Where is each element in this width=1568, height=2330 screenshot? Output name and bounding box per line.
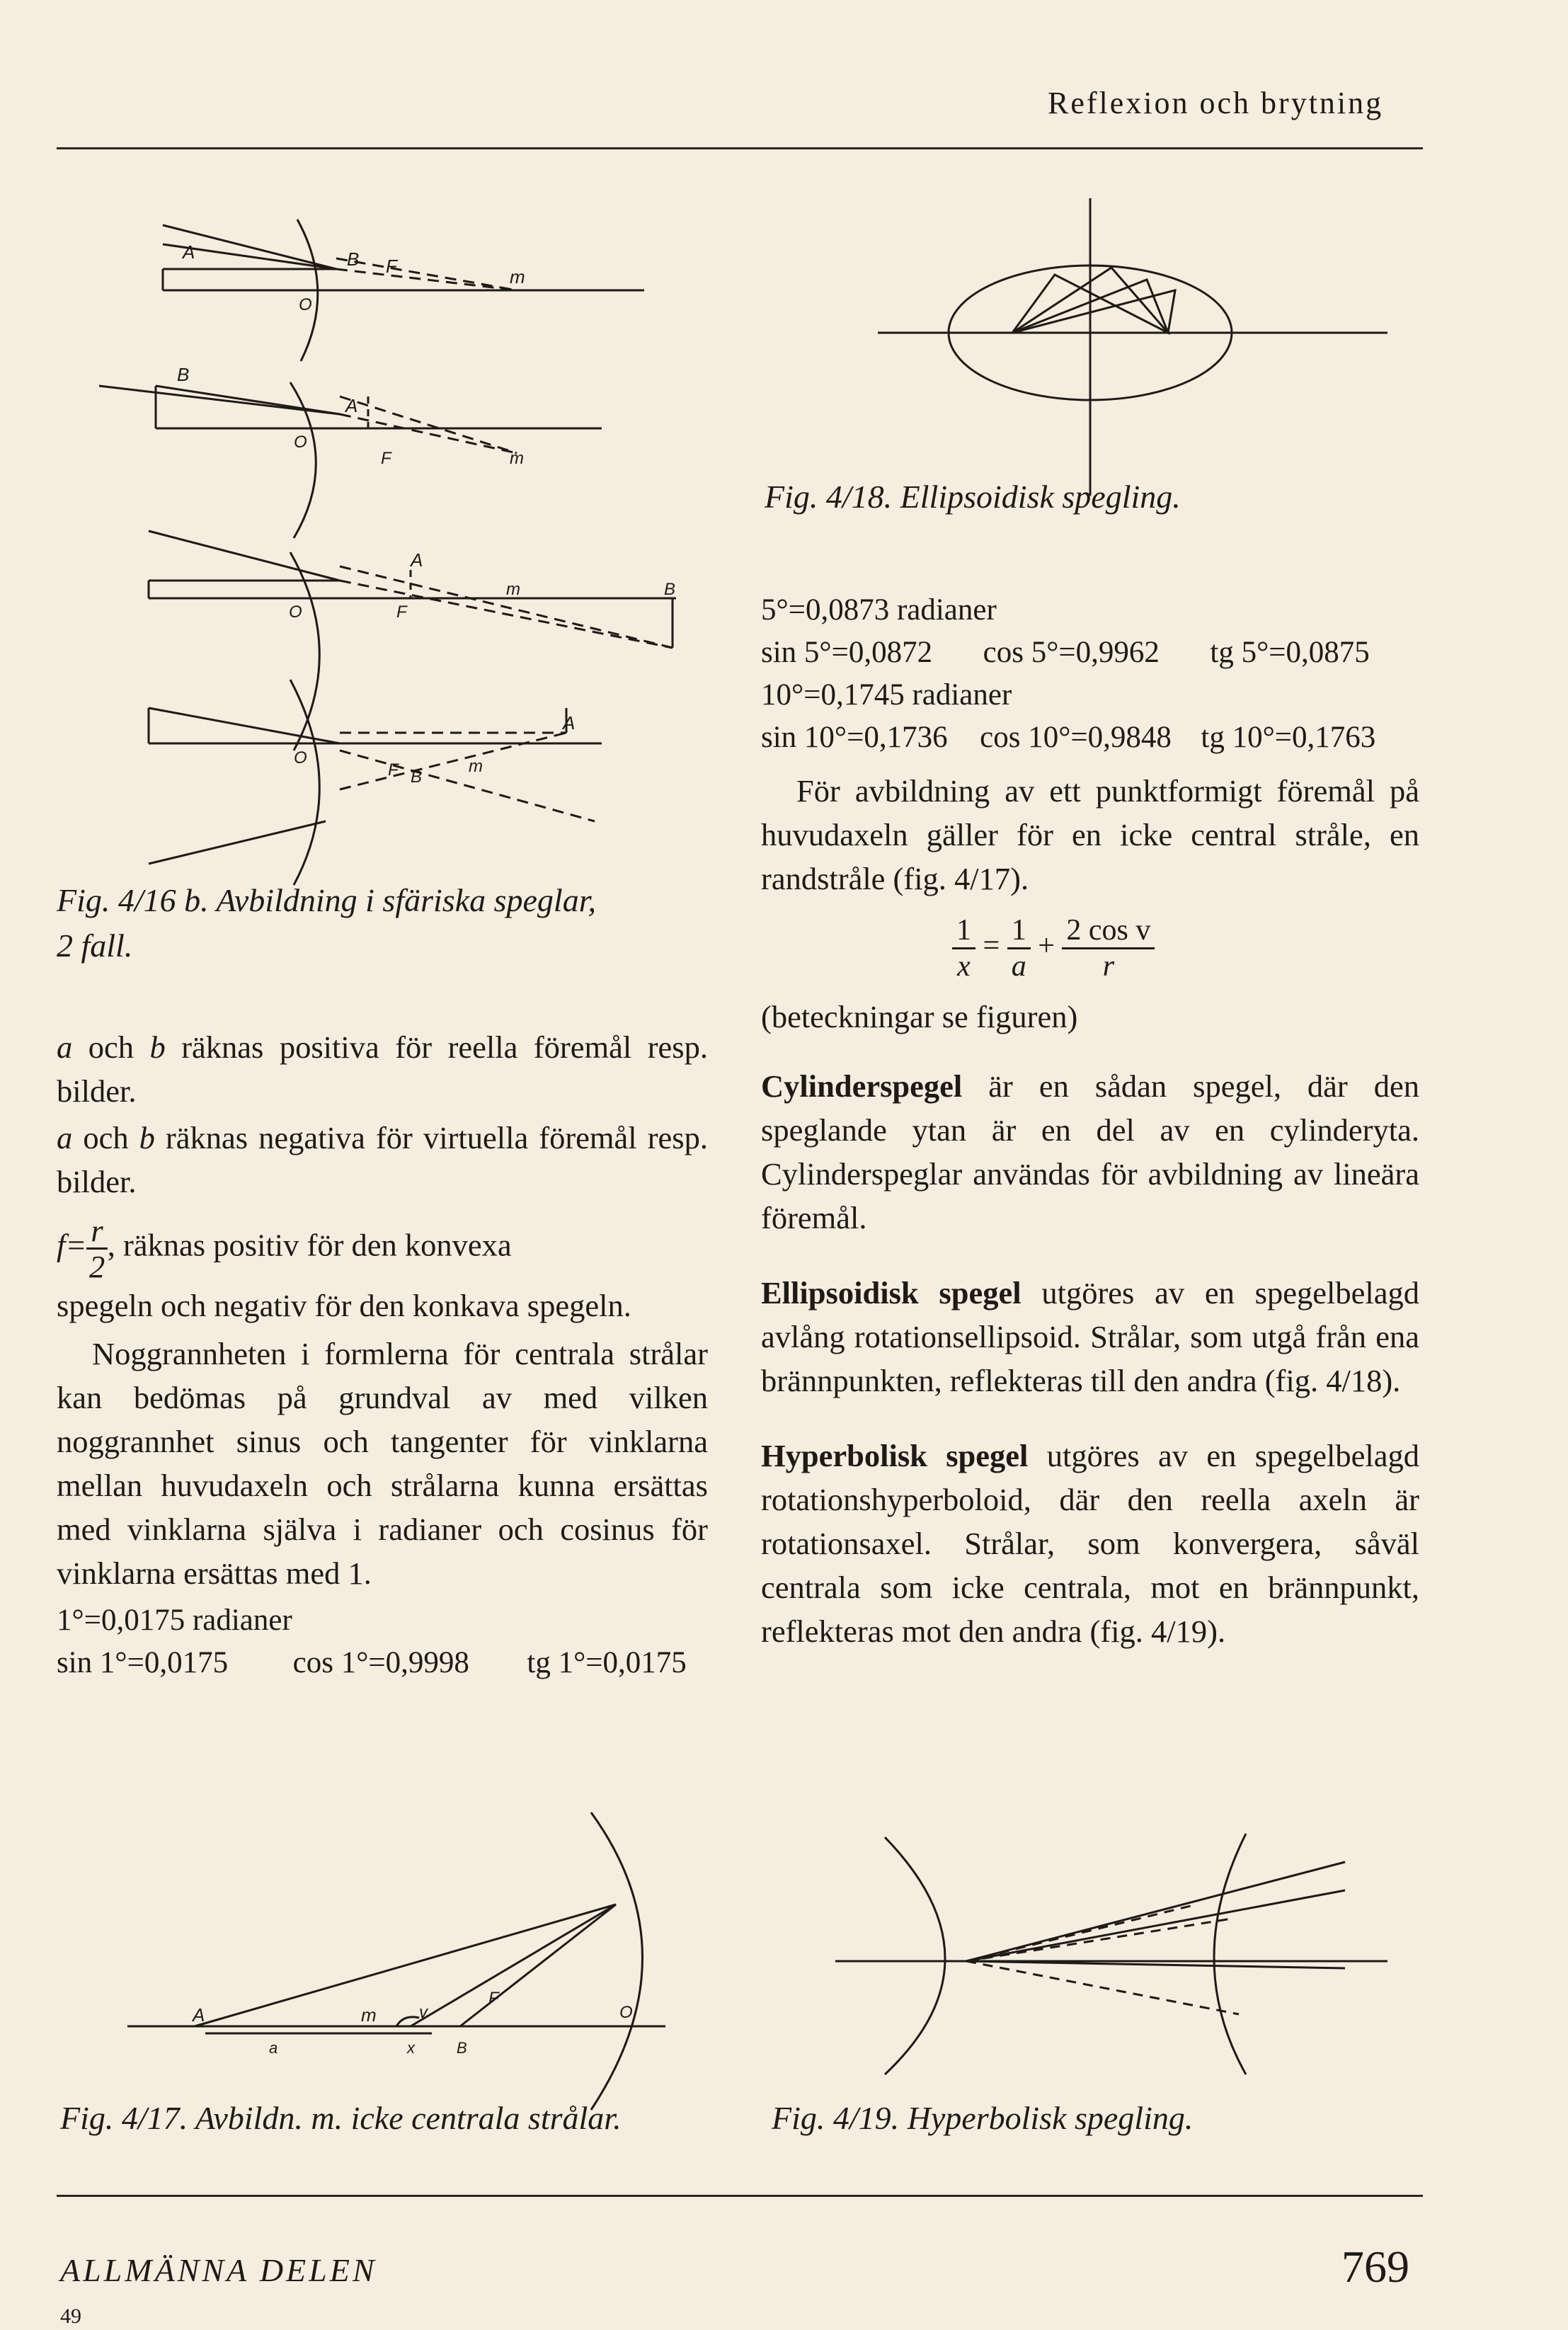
label-A-4: A [563,712,576,733]
para-ellipsoid: Ellipsoidisk spegel utgöres av en spegelbelagd avlång rotationsellipsoid. Strålar, som utgå från ena brännpunkten, reflekteras till den andra (fig. 4/18). [761,1275,1419,1398]
para-negative: a och b räknas negativa för virtuella föremål resp. bilder. [57,1120,708,1199]
fig-4-16b-caption [57,878,722,969]
label-O: O [619,2003,633,2022]
fig-4-17-diagram [127,1812,665,2110]
para-positive: a och b räknas positiva för reella föremål resp. bilder. [57,1029,708,1109]
fig-4-16b-caption-line1: Fig. 4/16 b. Avbildning i sfäriska speglar, [57,882,597,918]
rad-10-trig: sin 10°=0,1736 cos 10°=0,9848 tg 10°=0,1763 [761,721,1376,754]
label-F-4: F [388,760,399,779]
label-F-3: F [396,603,407,622]
label-B-2: B [177,364,190,385]
fig-4-17-caption: Fig. 4/17. Avbildn. m. icke centrala strålar. [60,2100,622,2136]
fig-4-18-diagram [878,198,1387,496]
para-hyperbolic: Hyperbolisk spegel utgöres av en spegelbelagd rotationshyperboloid, där den reella axeln är rotationsaxel. Strålar, som konvergera, såväl centrala som icke centrala, mot en brännpunkt, reflekteras mot den andra (fig. 4/19). [761,1438,1420,1649]
header-rule [57,147,1423,149]
rad-5-trig: sin 5°=0,0872 cos 5°=0,9962 tg 5°=0,0875 [761,636,1370,669]
label-O-2: O [294,433,307,452]
left-column [57,1025,708,1684]
para-point-object: För avbildning av ett punktformigt föremål på huvudaxeln gäller för en icke central stråle, en randstråle (fig. 4/17). [761,773,1419,896]
fig-4-16b-caption-line2: 2 fall. [57,927,133,964]
para-focal: f= $\frac{r}{2}$ , räknas positiv för den konvexa spegeln och negativ för den konkava spegeln. [57,1213,631,1323]
fig-4-19-diagram [835,1820,1430,2074]
fig-4-18-caption: Fig. 4/18. Ellipsoidisk spegling. [765,479,1181,515]
label-m-3: m [506,580,520,599]
label-B-1: B [347,249,360,270]
label-x: x [407,2039,415,2057]
rad-1-line: 1°=0,0175 radianer [57,1604,292,1637]
para-accuracy: Noggrannheten i formlerna för centrala strålar kan bedömas på grundval av med vilken noggrannhet sinus och tangenter för vinklarna mellan huvudaxeln och strålarna kunna ersättas med vinklarna själva i radianer och cosinus för vinklarna ersättas med 1. [57,1336,708,1591]
label-m-4: m [469,757,483,776]
label-A: A [193,2004,205,2026]
running-header: Reflexion och brytning [1048,86,1384,120]
mirror-equation: $\frac{1}{x}$ = $\frac{1}{a}$ + $\frac{\text{2 cos v}}{r}$ [952,913,1419,983]
label-B-3: B [664,580,676,599]
label-A-3: A [411,549,423,571]
footer-rule [57,2195,1423,2197]
label-a: a [269,2039,278,2057]
label-v: v [419,2003,428,2022]
label-B: B [457,2039,467,2057]
label-O-4: O [294,748,307,767]
fig-4-16b-diagram [57,184,694,878]
section-title: ALLMÄNNA DELEN [60,2252,377,2288]
label-F-1: F [386,256,397,277]
signature-mark: 49 [60,2305,81,2328]
para-cylinder: Cylinderspegel är en sådan spegel, där den speglande ytan är en del av en cylinderyta. Cylinderspeglar användas för avbildning av lineära föremål. [761,1068,1419,1235]
label-A-1: A [183,241,195,263]
label-A-2: A [345,395,358,416]
label-B-4: B [411,767,423,787]
label-O-1: O [299,295,312,314]
label-m-2: m [510,449,524,468]
rad-5-line: 5°=0,0873 radianer [761,593,997,627]
fraction-r-over-2: $\frac{r}{2}$ [86,1213,107,1284]
label-m-1: m [510,266,525,287]
page-number: 769 [1341,2242,1409,2292]
equation-note: (beteckningar se figuren) [761,999,1078,1034]
fig-4-19-caption: Fig. 4/19. Hyperbolisk spegling. [772,2100,1194,2136]
label-O-3: O [289,603,302,622]
label-F-2: F [381,449,391,468]
right-column [761,589,1419,1653]
label-m: m [361,2004,377,2026]
rad-1-trig: sin 1°=0,0175 cos 1°=0,9998 tg 1°=0,0175 [57,1646,687,1679]
label-F: F [488,1989,499,2008]
rad-10-line: 10°=0,1745 radianer [761,678,1012,712]
